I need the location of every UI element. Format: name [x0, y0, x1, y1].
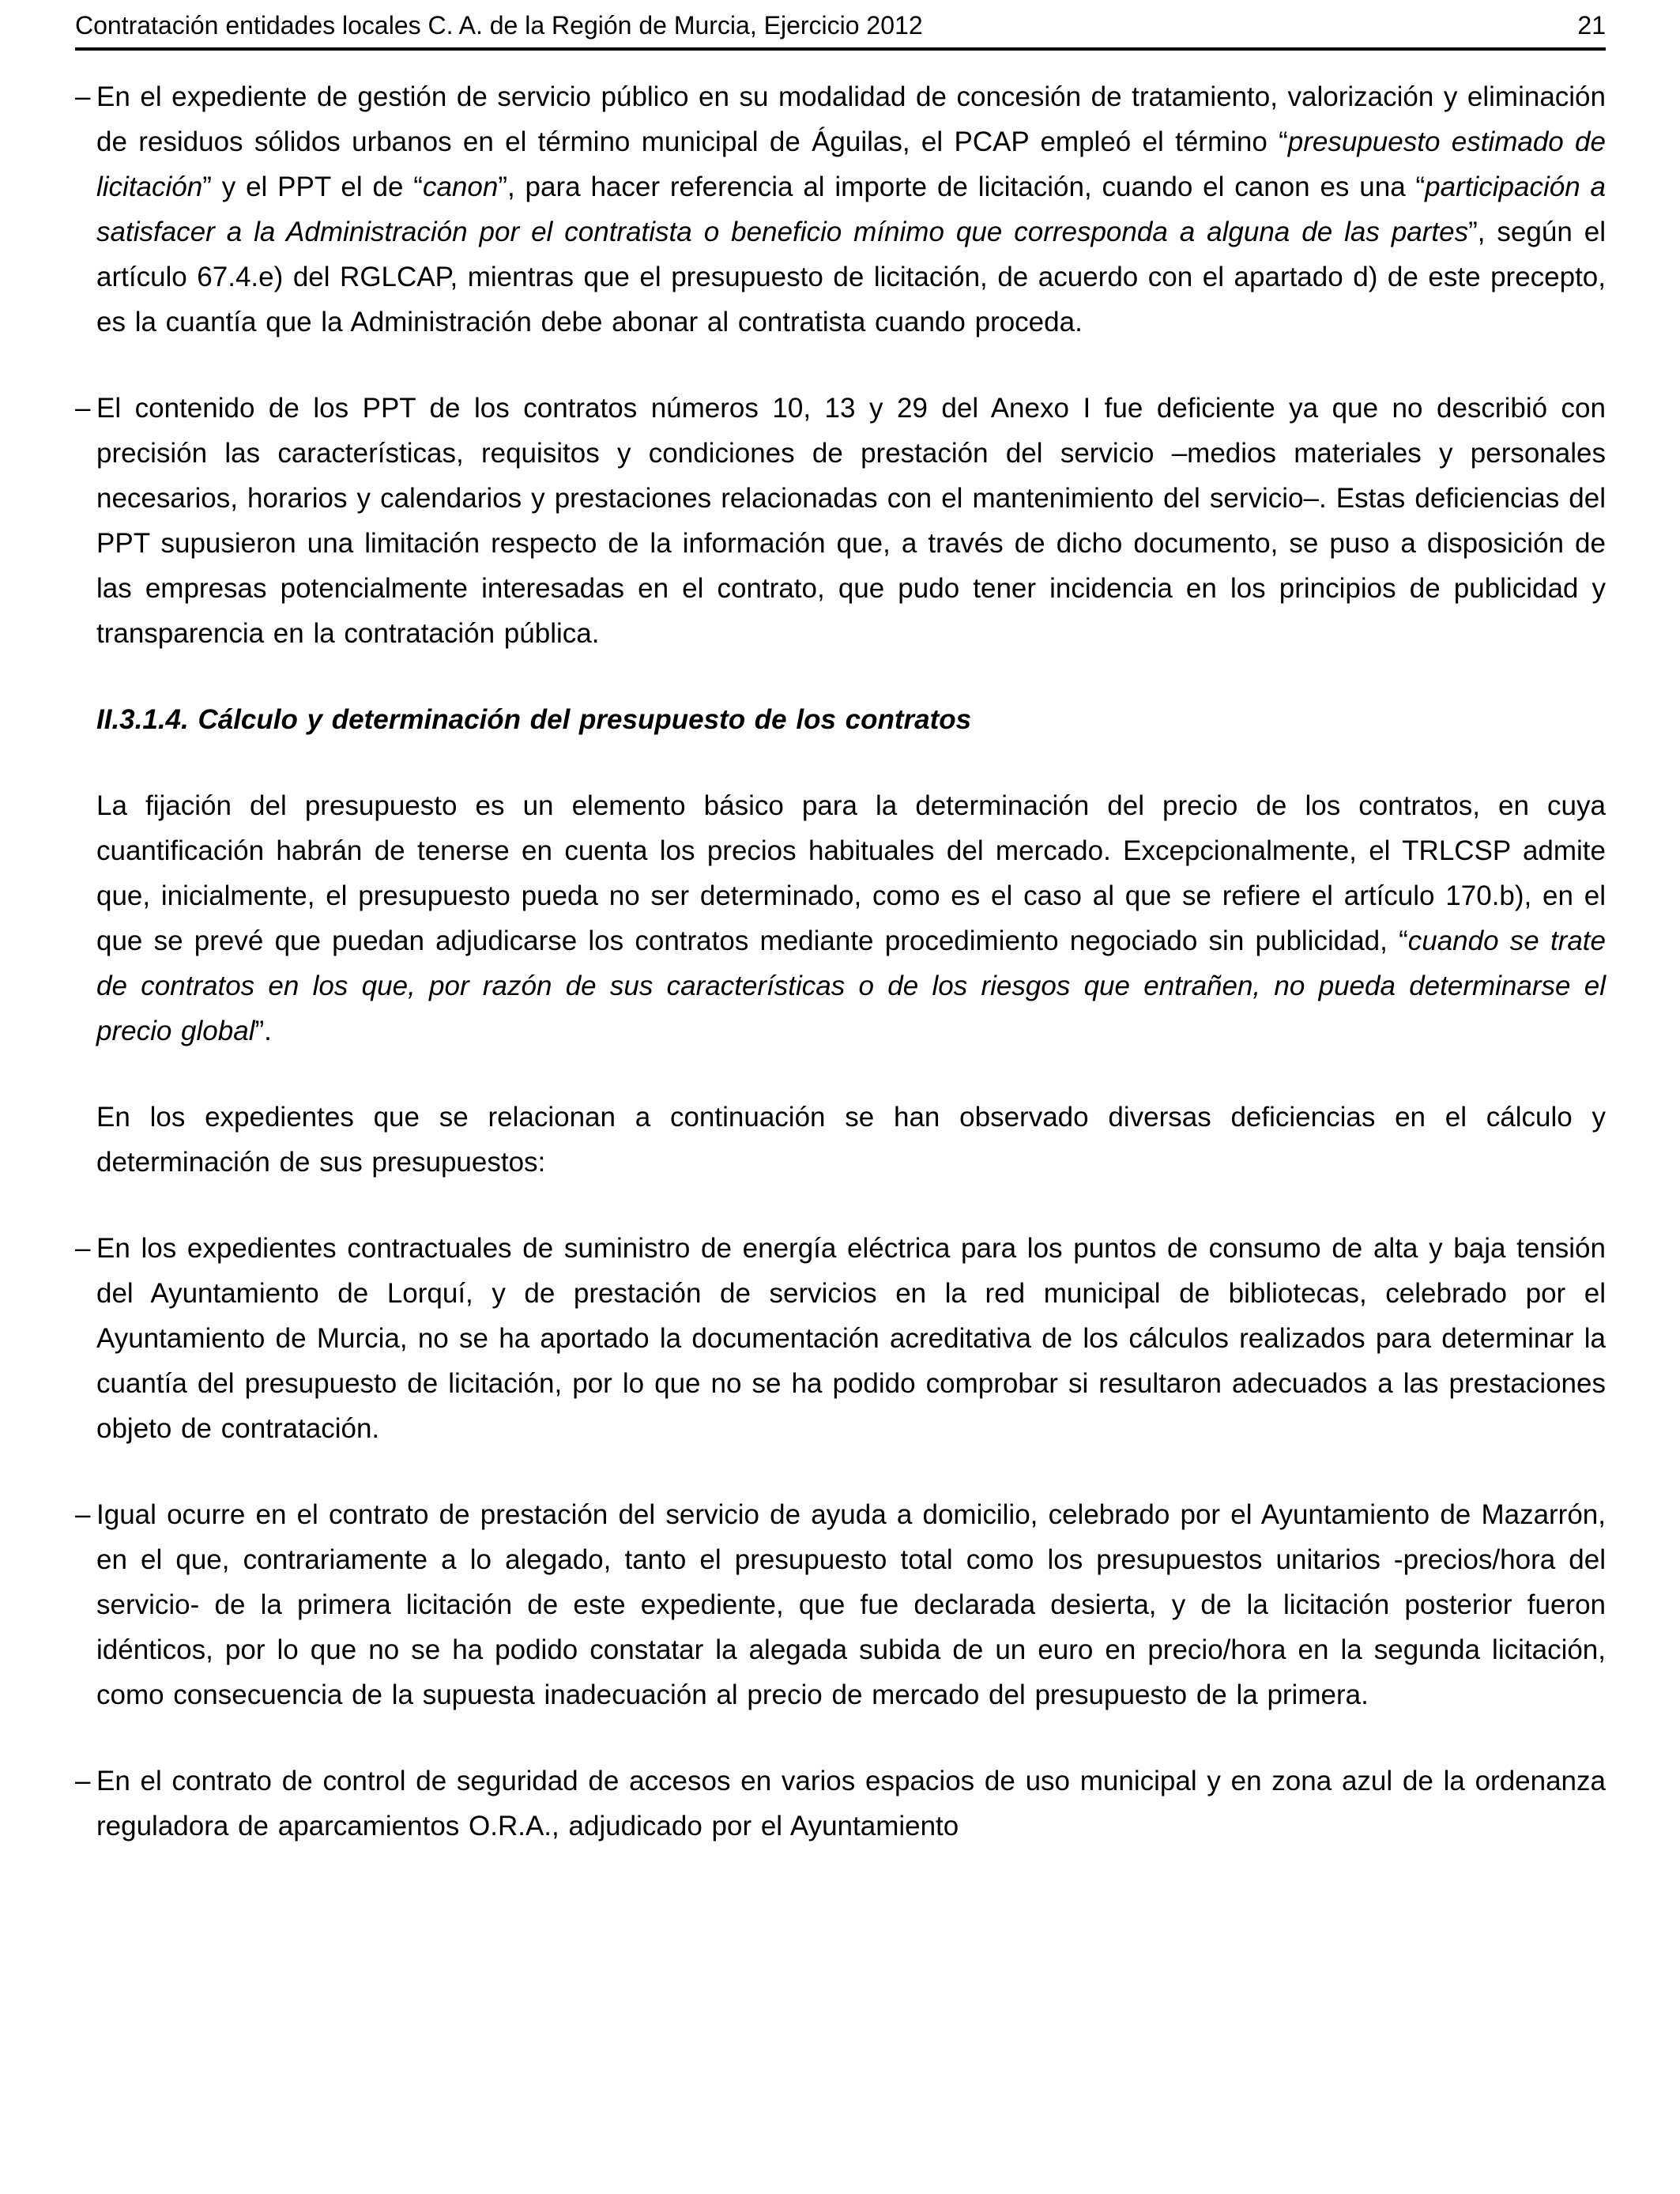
text-segment: Igual ocurre en el contrato de prestación del servicio de ayuda a domicilio, celebrado por el Ayuntamiento de Mazarrón, en el que, contrariamente a lo alegado, tanto el presupuesto total como los presupuestos unitarios -precios/hora del servicio- de la primera licitación de este expediente, que fue declarada desierta, y de la licitación posterior fueron idénticos, por lo que no se ha podido constatar la alegada subida de un euro en precio/hora en la segunda licitación, como consecuencia de la supuesta inadecuación al precio de mercado del presupuesto de la primera. — [96, 1499, 1606, 1710]
bullet-dash-icon: – — [75, 1233, 91, 1264]
page-number: 21 — [1577, 11, 1606, 40]
bullet-dash-icon: – — [75, 81, 91, 112]
text-segment: En el contrato de control de seguridad de accesos en varios espacios de uso municipal y en zona azul de la ordenanza reguladora de aparcamientos O.R.A., adjudicado por el Ayuntamiento — [96, 1766, 1606, 1842]
document-content — [75, 74, 1606, 1849]
text-segment: canon — [422, 172, 499, 202]
bullet-item-expediente-aguilas — [75, 74, 1606, 345]
bullet-text — [96, 386, 1606, 656]
text-segment: participación a satisfacer a la Administración por el contratista o beneficio mínimo que corresponda a alguna de las partes — [96, 172, 1606, 247]
bullet-item-suministro-energia — [75, 1226, 1606, 1451]
text-segment: presupuesto estimado de licitación — [96, 126, 1606, 202]
text-segment: La fijación del presupuesto es un elemento básico para la determinación del precio de los contratos, en cuya cuantificación habrán de tenerse en cuenta los precios habituales del mercado. Excepcionalmente, el TRLCSP admite que, inicialmente, el presupuesto pueda no ser determinado, como es el caso al que se refiere el artículo 170.b), en el que se prevé que puedan adjudicarse los contratos mediante procedimiento negociado sin publicidad, “ — [96, 790, 1606, 956]
section-heading: II.3.1.4. Cálculo y determinación del presupuesto de los contratos — [96, 704, 972, 735]
bullet-item-contenido-ppt — [75, 386, 1606, 656]
bullet-text — [96, 1492, 1606, 1717]
paragraph-fijacion-presupuesto — [75, 783, 1606, 1054]
bullet-item-control-seguridad — [75, 1759, 1606, 1849]
bullet-item-ayuda-domicilio — [75, 1492, 1606, 1717]
paragraph-expedientes-intro — [75, 1095, 1606, 1185]
bullet-dash-icon: – — [75, 393, 91, 424]
bullet-dash-icon: – — [75, 1766, 91, 1796]
page-header — [75, 9, 1606, 51]
header-title: Contratación entidades locales C. A. de la Región de Murcia, Ejercicio 2012 — [75, 11, 923, 40]
text-segment: El contenido de los PPT de los contratos números 10, 13 y 29 del Anexo I fue deficiente ya que no describió con precisión las características, requisitos y condiciones de prestación del servicio –medios materiales y personales necesarios, horarios y calendarios y prestaciones relacionadas con el mantenimiento del servicio–. Estas deficiencias del PPT supusieron una limitación respecto de la información que, a través de dicho documento, se puso a disposición de las empresas potencialmente interesadas en el contrato, que pudo tener incidencia en los principios de publicidad y transparencia en la contratación pública. — [96, 393, 1606, 649]
text-segment: ”, para hacer referencia al importe de licitación, cuando el canon es una “ — [498, 172, 1426, 202]
text-segment: cuando se trate de contratos en los que, por razón de sus características o de los riesgos que entrañen, no pueda determinarse el precio global — [96, 925, 1606, 1046]
text-segment: En el expediente de gestión de servicio público en su modalidad de concesión de tratamiento, valorización y eliminación de residuos sólidos urbanos en el término municipal de Águilas, el PCAP empleó el término “ — [96, 81, 1606, 157]
text-segment: En los expedientes que se relacionan a continuación se han observado diversas deficiencias en el cálculo y determinación de sus presupuestos: — [96, 1102, 1606, 1178]
bullet-dash-icon: – — [75, 1499, 91, 1530]
text-segment: En los expedientes contractuales de suministro de energía eléctrica para los puntos de consumo de alta y baja tensión del Ayuntamiento de Lorquí, y de prestación de servicios en la red municipal de bibliotecas, celebrado por el Ayuntamiento de Murcia, no se ha aportado la documentación acreditativa de los cálculos realizados para determinar la cuantía del presupuesto de licitación, por lo que no se ha podido comprobar si resultaron adecuados a las prestaciones objeto de contratación. — [96, 1233, 1606, 1444]
bullet-text — [96, 74, 1606, 345]
text-segment: ” y el PPT el de “ — [202, 172, 423, 202]
bullet-text — [96, 1226, 1606, 1451]
text-segment: ”, según el artículo 67.4.e) del RGLCAP, mientras que el presupuesto de licitación, de acuerdo con el apartado d) de este precepto, es la cuantía que la Administración debe abonar al contratista cuando proceda. — [96, 217, 1606, 337]
text-segment: ”. — [254, 1016, 272, 1046]
bullet-text — [96, 1759, 1606, 1849]
